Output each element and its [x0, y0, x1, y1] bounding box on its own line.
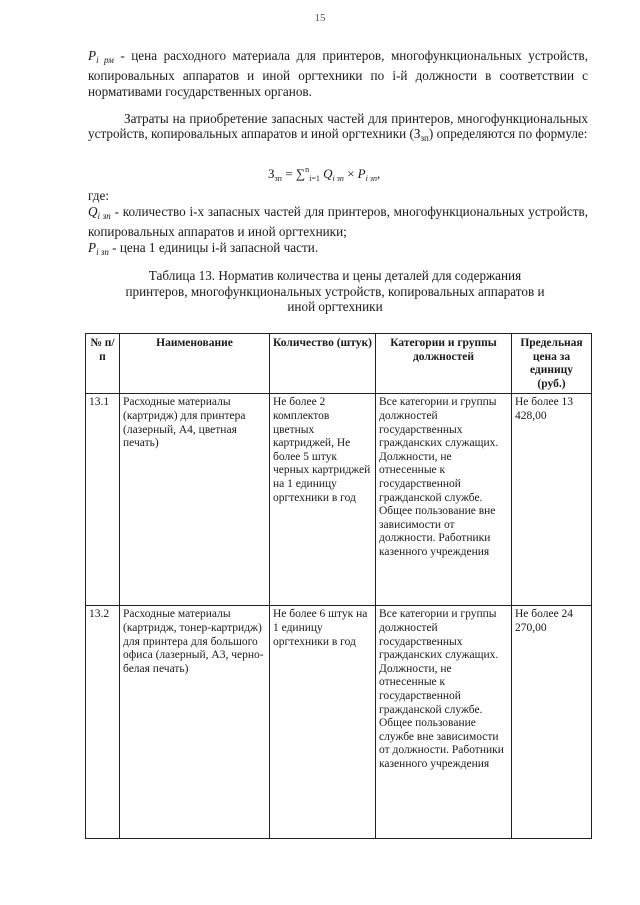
formula-sum: ∑	[295, 166, 306, 181]
table-row	[86, 394, 592, 606]
table-caption: Таблица 13. Норматив количества и цены деталей для содержания принтеров, многофункциональных устройств, копировальных аппаратов и иной оргтехники	[125, 268, 545, 315]
symbol-sub: i рм	[96, 55, 114, 65]
header-num: № п/п	[86, 334, 120, 394]
cell-categories: Все категории и группы должностей государственных гражданских служащих. Должности, не отнесенные к государственной гражданской службе. Общее пользование вне зависимости от должности. Работники казенного учреждения	[376, 394, 512, 606]
table-header-row	[86, 334, 592, 394]
symbol-sub: i зп	[97, 211, 111, 221]
paragraph-q-zp	[88, 204, 588, 240]
symbol-sub: зп	[420, 133, 429, 144]
formula-end: ,	[376, 166, 381, 181]
paragraph-text: Затраты на приобретение запасных частей для принтеров, многофункциональных устройств, копировальных аппаратов и иной оргтехники (З	[88, 111, 588, 142]
formula-lhs: З	[268, 166, 275, 181]
table-row	[86, 606, 592, 839]
page-number: 15	[314, 12, 326, 24]
norm-table	[85, 333, 592, 839]
paragraph-text: - цена расходного материала для принтеров, многофункциональных устройств, копировальных аппаратов и иной оргтехники по i-й должности в соответствии с нормативами государственных органов.	[88, 48, 589, 99]
paragraph-spare-parts	[88, 111, 588, 147]
cell-quantity: Не более 6 штук на 1 единицу оргтехники в год	[270, 606, 376, 839]
formula-lhs-sub: зп	[274, 174, 282, 183]
cell-name: Расходные материалы (картридж, тонер-картридж) для принтера для большого офиса (лазерный, А3, черно-белая печать)	[120, 606, 270, 839]
header-quantity: Количество (штук)	[270, 334, 376, 394]
where-label: где:	[88, 188, 109, 203]
paragraph-text: - количество i-х запасных частей для принтеров, многофункциональных устройств, копировальных аппаратов и иной оргтехники;	[88, 204, 588, 240]
cell-name: Расходные материалы (картридж) для принтера (лазерный, А4, цветная печать)	[120, 394, 270, 606]
paragraph-text: - цена 1 единицы i-й запасной части.	[108, 240, 319, 255]
cell-categories: Все категории и группы должностей государственных гражданских служащих. Должности, не отнесенные к государственной гражданской службе. Общее пользование службе вне зависимости от должности. Работники казенного учреждения	[376, 606, 512, 839]
formula-q-sub: i зп	[332, 174, 344, 183]
header-name: Наименование	[120, 334, 270, 394]
paragraph-p-rm	[88, 48, 588, 99]
paragraph-text-end: ) определяются по формуле:	[428, 126, 588, 142]
formula	[268, 165, 380, 183]
symbol-sub: i зп	[96, 247, 109, 257]
cell-price: Не более 24 270,00	[512, 606, 592, 839]
symbol-p: P	[88, 48, 97, 63]
formula-eq: =	[281, 166, 296, 181]
header-price: Предельная цена за единицу (руб.)	[512, 334, 592, 394]
symbol-q: Q	[88, 204, 98, 219]
formula-p: P	[357, 166, 366, 181]
cell-price: Не более 13 428,00	[512, 394, 592, 606]
formula-sum-sub: i=1	[309, 174, 320, 183]
formula-sum-sup: n	[305, 165, 310, 174]
cell-num: 13.1	[86, 394, 120, 606]
symbol-p: P	[88, 240, 97, 255]
formula-q: Q	[319, 166, 333, 181]
formula-times: ×	[343, 166, 358, 181]
formula-p-sub: i зп	[365, 174, 377, 183]
cell-quantity: Не более 2 комплектов цветных картриджей, Не более 5 штук черных картриджей на 1 единицу оргтехники в год	[270, 394, 376, 606]
cell-num: 13.2	[86, 606, 120, 839]
paragraph-p-zp	[88, 240, 588, 260]
header-categories: Категории и группы должностей	[376, 334, 512, 394]
